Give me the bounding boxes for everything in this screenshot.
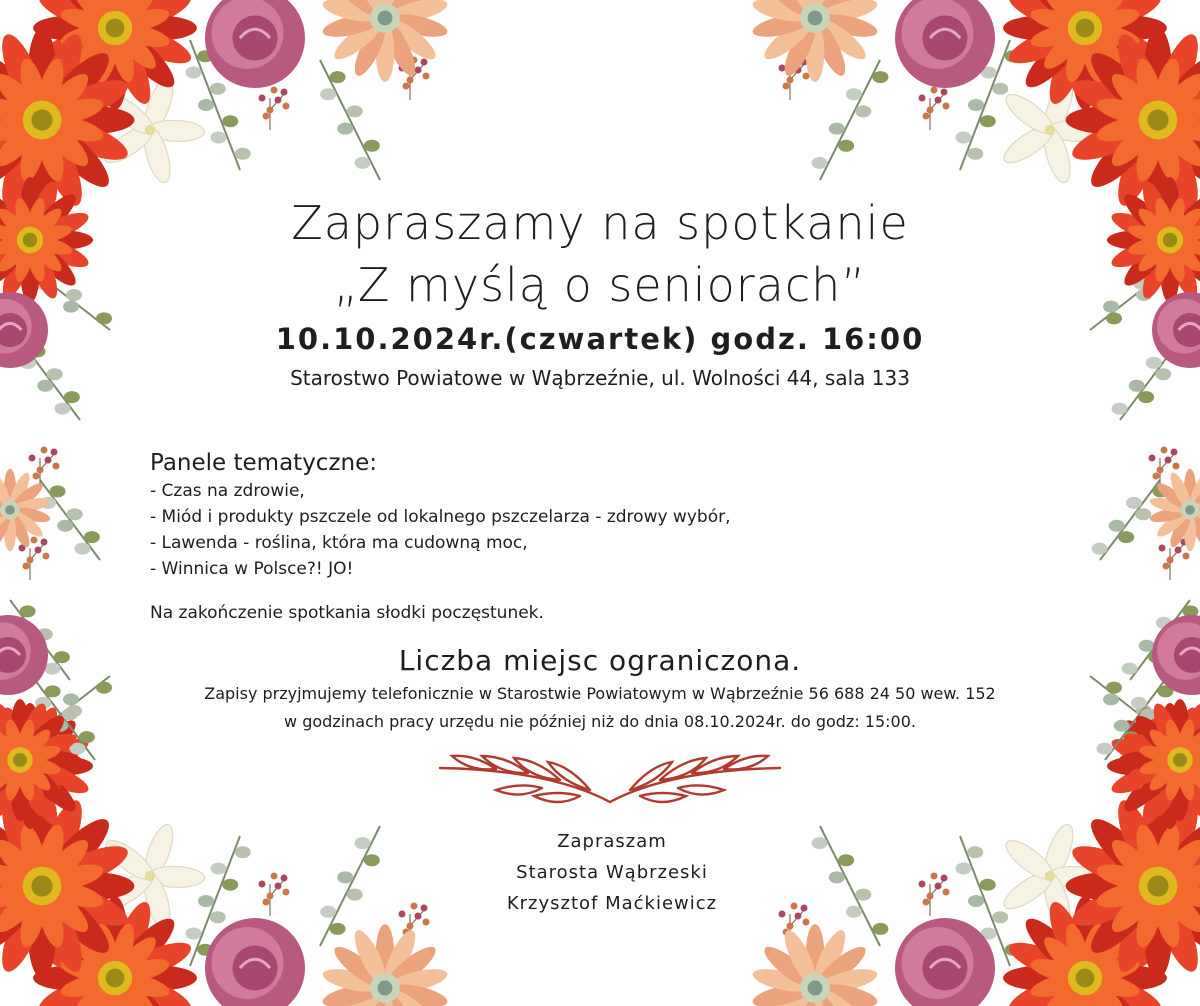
berry-sprig-icon [919,87,950,131]
peach-dahlia-icon [751,0,880,82]
eucalyptus-sprig-icon [320,826,380,946]
signature-line: Krzysztof Maćkiewicz [506,893,718,914]
peach-dahlia-icon [1148,469,1200,551]
panel-item: - Czas na zdrowie, [150,481,305,501]
pink-rose-icon [895,0,995,88]
limited-seats-notice: Liczba miejsc ograniczona. [398,644,802,677]
registration-line-1: Zapisy przyjmujemy telefonicznie w Starostwie Powiatowym w Wąbrzeźnie 56 688 24 50 wew. 152 [204,684,996,703]
peach-dahlia-icon [321,924,450,1006]
peach-dahlia-icon [321,0,450,82]
signature-line: Starosta Wąbrzeski [516,862,708,883]
berry-sprig-icon [259,87,290,131]
event-location: Starostwo Powiatowe w Wąbrzeźnie, ul. Wolności 44, sala 133 [290,366,910,390]
event-date-time: 10.10.2024r.(czwartek) godz. 16:00 [275,322,925,356]
berry-sprig-icon [919,873,950,917]
eucalyptus-sprig-icon [812,826,889,946]
eucalyptus-sprig-icon [812,60,889,180]
signature-line: Zapraszam [557,831,667,852]
eucalyptus-sprig-icon [320,60,380,180]
pink-rose-icon [895,918,995,1006]
panel-item: - Lawenda - roślina, która ma cudowną moc, [150,533,528,553]
panels-heading: Panele tematyczne: [150,450,378,476]
ending-note: Na zakończenie spotkania słodki poczęstunek. [150,603,544,623]
panel-item: - Winnica w Polsce?! JO! [150,559,354,579]
title-line-2: „Z myślą o seniorach” [333,258,867,312]
berry-sprig-icon [259,873,290,917]
title-line-1: Zapraszamy na spotkanie [291,196,909,250]
panel-item: - Miód i produkty pszczele od lokalnego pszczelarza - zdrowy wybór, [150,507,731,527]
laurel-divider-icon [430,752,790,808]
peach-dahlia-icon [751,924,880,1006]
pink-rose-icon [205,0,305,88]
registration-line-2: w godzinach pracy urzędu nie później niż do dnia 08.10.2024r. do godz: 15:00. [284,712,916,731]
signature-block [492,826,732,919]
berry-sprig-icon [29,447,60,491]
pink-rose-icon [205,918,305,1006]
panels-section [150,448,730,582]
